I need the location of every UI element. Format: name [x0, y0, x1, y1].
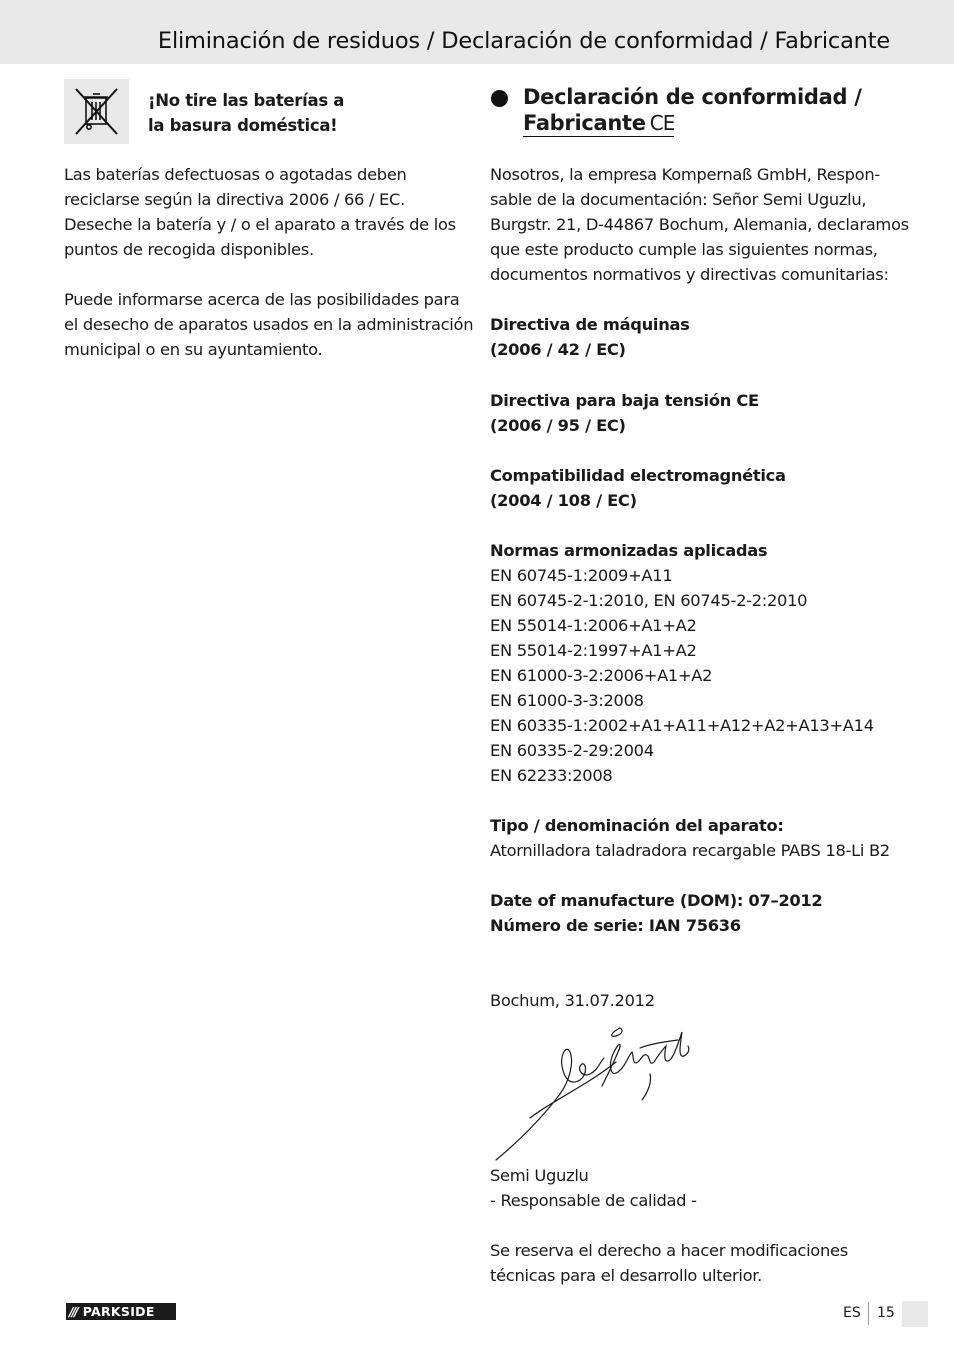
- battery-warning: ¡No tire las baterías a la basura doméstica!: [148, 91, 345, 135]
- norm-item: EN 60745-1:2009+A11: [490, 566, 673, 585]
- norm-item: EN 60335-2-29:2004: [490, 741, 654, 760]
- norms-heading: Normas armonizadas aplicadas: [490, 541, 768, 560]
- footer-divider: [868, 1302, 869, 1325]
- declaration-intro: Nosotros, la empresa Kompernaß GmbH, Respon- sable de la documentación: Señor Semi Uguzlu, Burgstr. 21, D-44867 Bochum, Alemania, declaramos que este producto cumple las siguientes normas, documentos normativos y directivas comunitarias:: [490, 165, 909, 284]
- manufacture-date: Date of manufacture (DOM): 07–2012: [490, 891, 823, 910]
- signer-role: - Responsable de calidad -: [490, 1191, 697, 1210]
- section-title: Declaración de conformidad / Fabricante CE: [523, 85, 862, 135]
- serial-number: Número de serie: IAN 75636: [490, 916, 741, 935]
- norm-item: EN 61000-3-3:2008: [490, 691, 644, 710]
- place-date: Bochum, 31.07.2012: [490, 991, 655, 1010]
- norm-item: EN 55014-1:2006+A1+A2: [490, 616, 697, 635]
- low-voltage-directive: Directiva para baja tensión CE (2006 / 95 / EC): [490, 391, 759, 435]
- norm-item: EN 60335-1:2002+A1+A11+A12+A2+A13+A14: [490, 716, 874, 735]
- page-title: Eliminación de residuos / Declaración de conformidad / Fabricante: [157, 28, 890, 54]
- section-bullet-icon: [491, 90, 508, 107]
- norm-item: EN 55014-2:1997+A1+A2: [490, 641, 697, 660]
- page-number: 15: [877, 1305, 895, 1321]
- norm-item: EN 62233:2008: [490, 766, 613, 785]
- manufacture-info: [490, 888, 822, 938]
- reserve-note: Se reserva el derecho a hacer modificaciones técnicas para el desarrollo ulterior.: [490, 1241, 848, 1285]
- harmonized-norms: [490, 538, 874, 788]
- battery-disposal-paragraph: Las baterías defectuosas o agotadas deben reciclarse según la directiva 2006 / 66 / EC. Deseche la batería y / o el aparato a través de los puntos de recogida disponibles.: [64, 165, 456, 259]
- language-code: ES: [843, 1305, 861, 1321]
- signature-image: [490, 1022, 700, 1164]
- signer-block: [490, 1163, 697, 1213]
- signer-name: Semi Uguzlu: [490, 1166, 589, 1185]
- device-type: Tipo / denominación del aparato: Atornilladora taladradora recargable PABS 18-Li B2: [490, 816, 890, 860]
- page-tab-marker: [902, 1301, 928, 1327]
- norm-item: EN 61000-3-2:2006+A1+A2: [490, 666, 713, 685]
- ce-mark: CE: [649, 111, 675, 135]
- municipal-info-paragraph: Puede informarse acerca de las posibilidades para el desecho de aparatos usados en la administración municipal o en su ayuntamiento.: [64, 290, 474, 359]
- parkside-logo: /// PARKSIDE: [66, 1303, 176, 1320]
- crossed-out-wheelie-bin-icon: [64, 79, 129, 144]
- emc-directive: Compatibilidad electromagnética (2004 / 108 / EC): [490, 466, 786, 510]
- machinery-directive: Directiva de máquinas (2006 / 42 / EC): [490, 315, 690, 359]
- norm-item: EN 60745-2-1:2010, EN 60745-2-2:2010: [490, 591, 808, 610]
